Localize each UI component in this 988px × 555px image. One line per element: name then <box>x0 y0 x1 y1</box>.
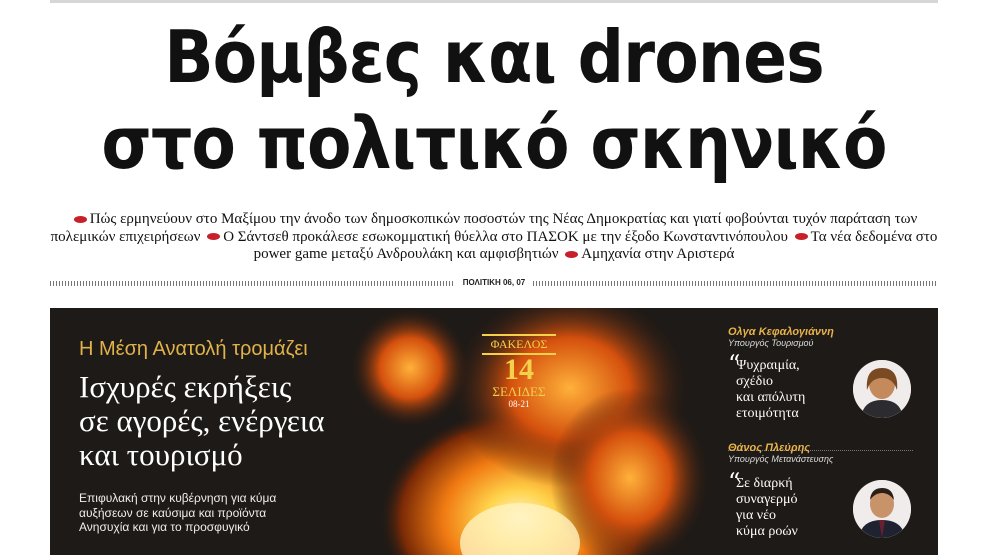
fakelos-label: ΦΑΚΕΛΟΣ <box>482 334 556 355</box>
main-headline <box>85 14 902 186</box>
quote-line: Σε διαρκή <box>736 476 793 491</box>
feature-title-line-3: και τουρισμό <box>79 437 243 472</box>
subhead-4: Αμηχανία στην Αριστερά <box>581 246 735 262</box>
quote-line: σχέδιο <box>736 374 774 389</box>
feature-title-line-1: Ισχυρές εκρήξεις <box>79 369 292 404</box>
subhead-1: Πώς ερμηνεύουν στο Μαξίμου την άνοδο των δημοσκοπικών ποσοστών της Νέας Δημοκρατίας και γιατί φοβούνται τυχόν παράταση των πολεμικών επιχειρήσεων <box>50 211 918 245</box>
feature-title-line-2: σε αγορές, ενέργεια <box>79 403 325 438</box>
feature-kicker: Η Μέση Ανατολή τρομάζει <box>79 338 308 360</box>
person-icon <box>853 480 911 538</box>
sidebar-name-2: Θάνος Πλεύρης <box>728 442 811 454</box>
feature-point-1: Επιφυλακή στην κυβέρνηση για κύμα <box>79 491 277 505</box>
quote-line: ετοιμότητα <box>736 406 799 421</box>
feature-title <box>79 370 324 472</box>
headline-line-2: στο πολιτικό σκηνικό <box>101 101 887 185</box>
quote-line: κύμα ροών <box>736 524 798 539</box>
sidebar-quote-2 <box>728 468 846 540</box>
feature-points <box>79 491 276 535</box>
bullet-icon <box>207 233 220 240</box>
page-reference: ΠΟΛΙΤΙΚΗ 06, 07 <box>462 278 526 287</box>
portrait-photo-2 <box>853 480 911 538</box>
fakelos-number: 14 <box>504 353 534 386</box>
quote-line: Ψυχραιμία, <box>736 358 800 373</box>
feature-point-3: Ανησυχία και για το προσφυγικό <box>79 520 250 534</box>
bullet-icon <box>74 216 87 223</box>
portrait-photo-1 <box>853 360 911 418</box>
sidebar-quote-1 <box>728 350 846 422</box>
bullet-icon <box>565 251 578 258</box>
quote-icon: “ <box>728 468 741 496</box>
dotted-rule-right <box>533 281 938 286</box>
subhead-3: Τα νέα δεδομένα στο power game μεταξύ Ανδρουλάκη και αμφισβητιών <box>253 228 938 262</box>
headline-line-1: Βόμβες και drones <box>164 15 824 99</box>
person-icon <box>853 360 911 418</box>
fakelos-range: 08-21 <box>508 399 530 409</box>
quote-icon: “ <box>728 350 741 378</box>
top-rule <box>50 0 938 3</box>
feature-panel <box>50 308 938 555</box>
fakelos-unit: ΣΕΛΙΔΕΣ <box>492 384 546 399</box>
dotted-rule-left <box>50 281 455 286</box>
sidebar-role-2: Υπουργός Μετανάστευσης <box>728 454 834 464</box>
quote-line: συναγερμό <box>736 492 798 507</box>
quote-line: και απόλυτη <box>736 390 806 405</box>
subhead-2: Ο Σάντσεθ προκάλεσε εσωκομματική θύελλα στο ΠΑΣΟΚ με την έξοδο Κωνσταντινόπουλου <box>223 228 788 245</box>
sidebar-role-1: Υπουργός Τουρισμού <box>728 338 814 348</box>
bullet-icon <box>795 233 808 240</box>
feature-point-2: αυξήσεων σε καύσιμα και προϊόντα <box>79 505 267 520</box>
fakelos-badge <box>482 334 556 409</box>
sidebar-name-1: Ολγα Κεφαλογιάννη <box>728 326 834 338</box>
sidebar-item-1 <box>728 326 913 452</box>
sidebar-item-2 <box>728 442 913 552</box>
subheads-block <box>50 211 938 264</box>
quote-line: για νέο <box>736 508 776 523</box>
